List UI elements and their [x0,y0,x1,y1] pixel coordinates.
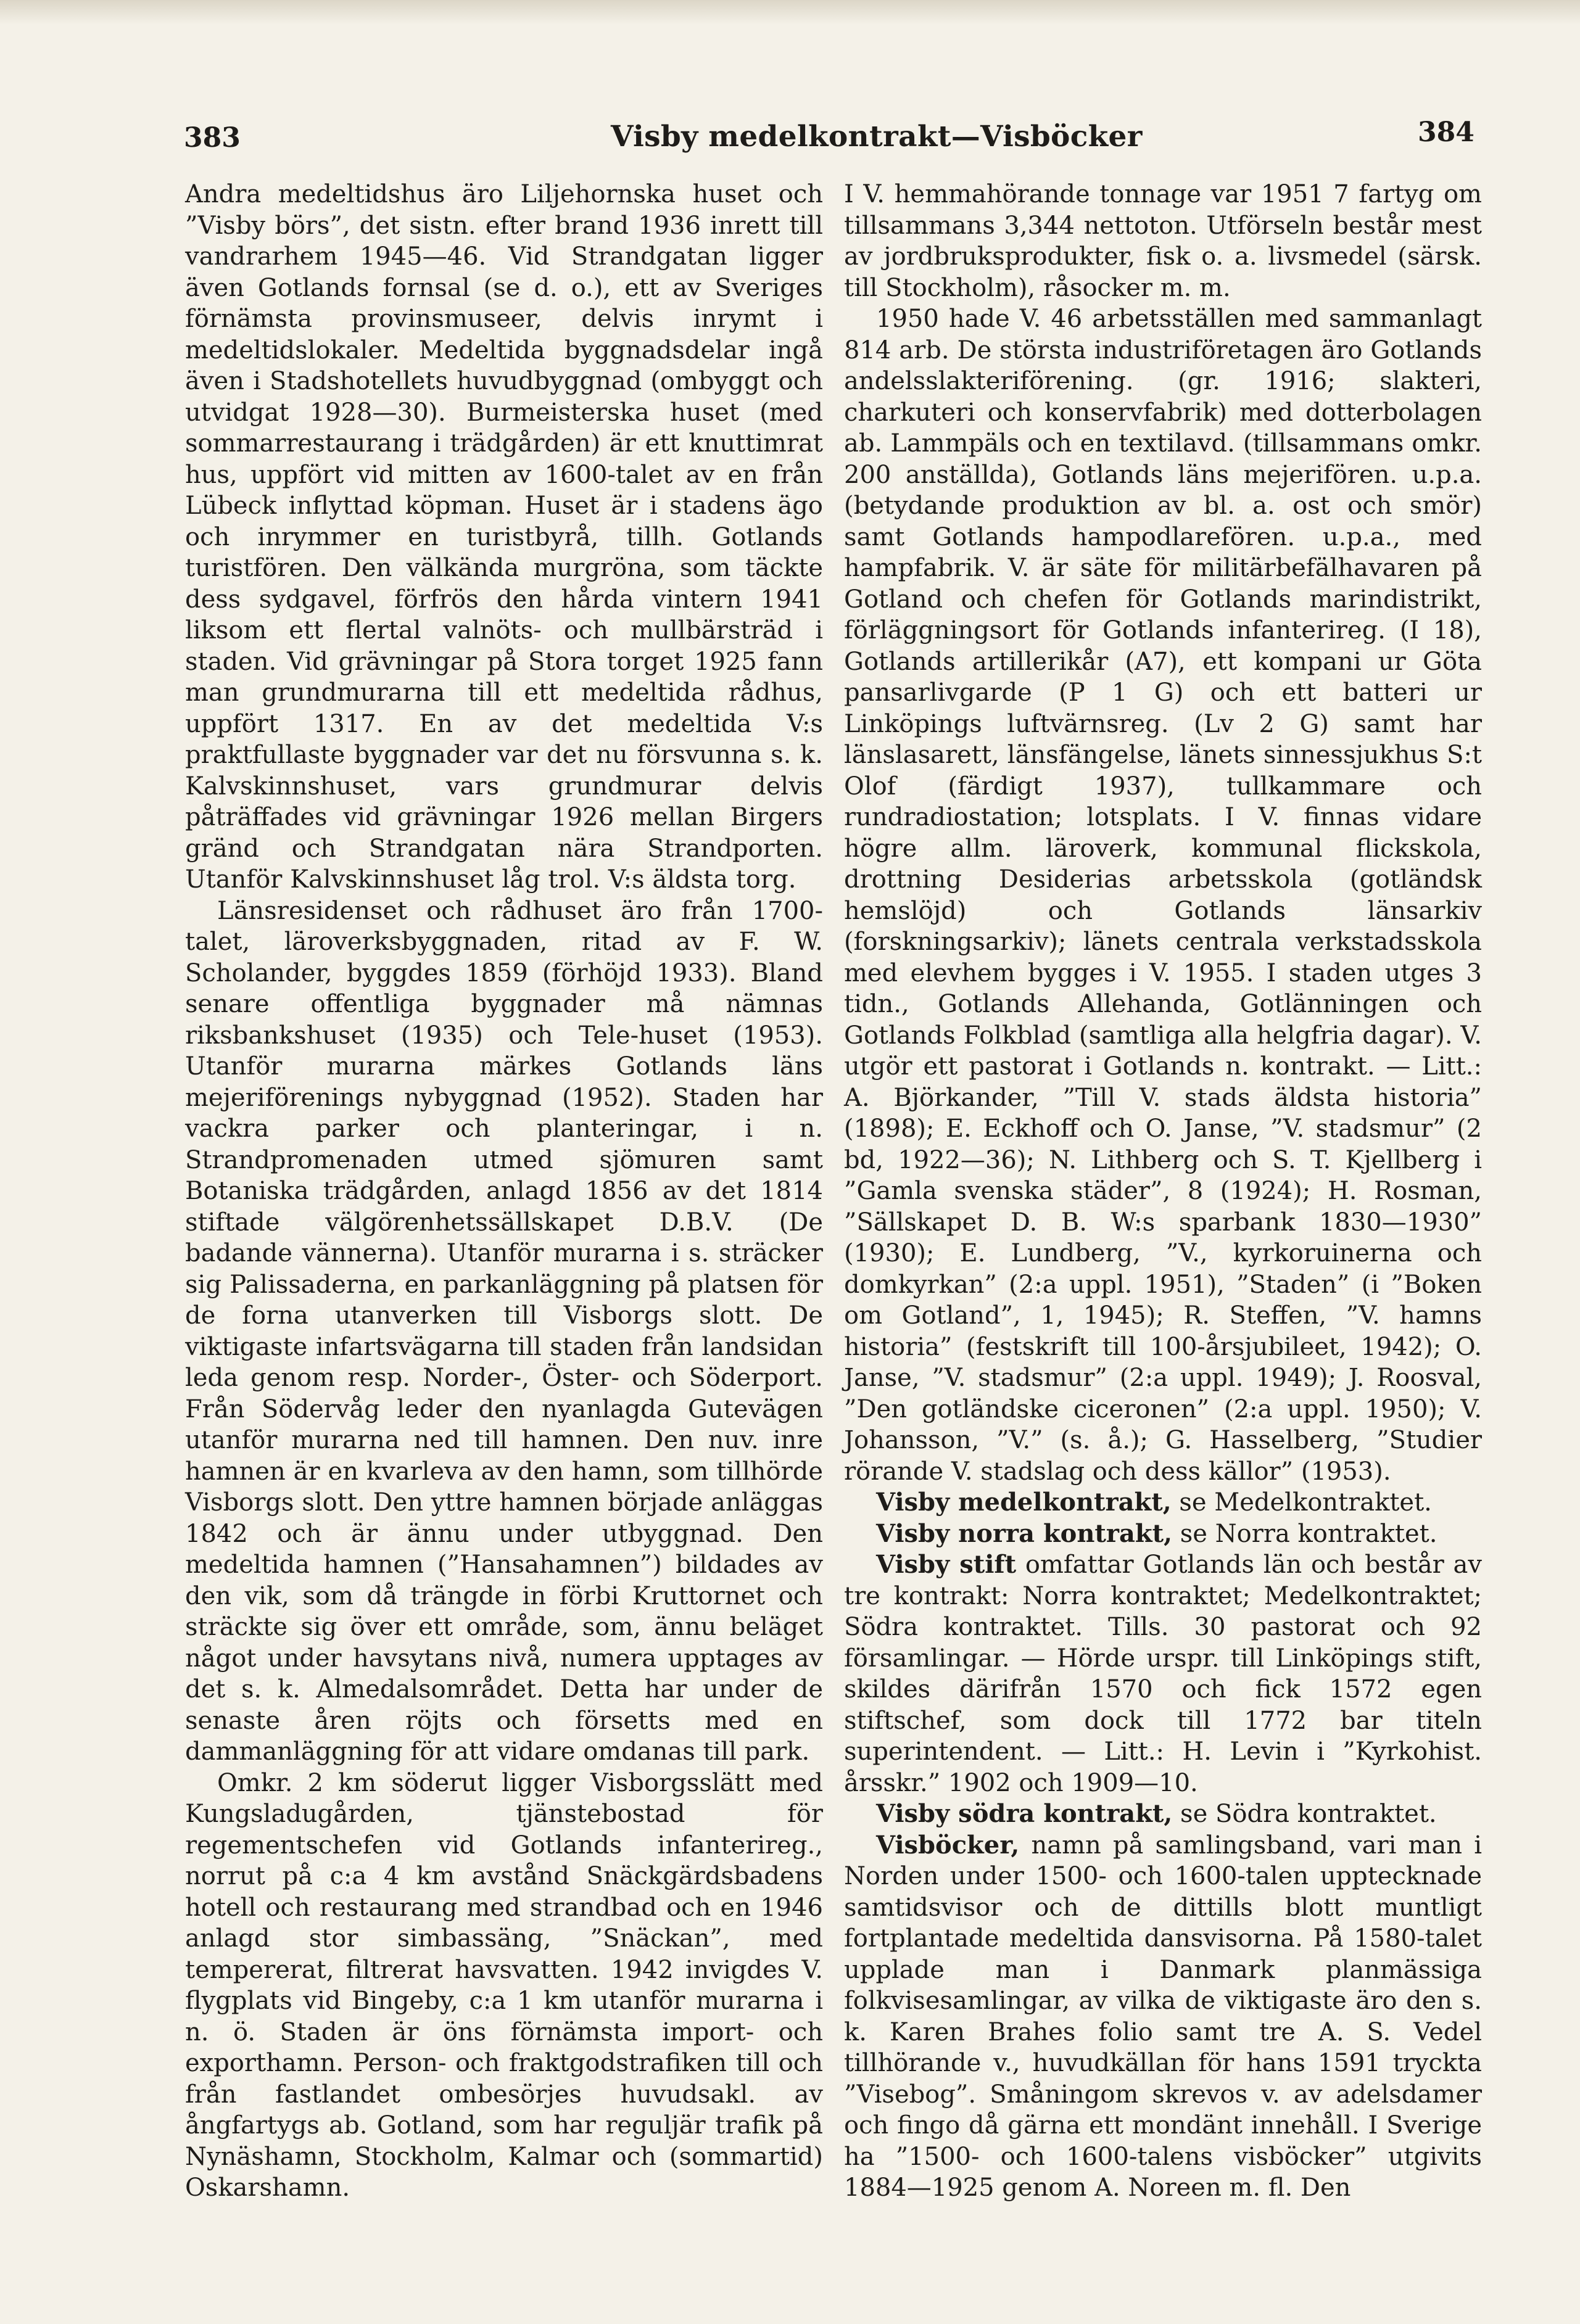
paragraph: Omkr. 2 km söderut ligger Visborgsslätt med Kungsladugården, tjänstebostad för regementschefen vid Gotlands infanterireg., norrut på c:a 4 km avstånd Snäckgärdsbadens hotell och restaurang med strandbad och en 1946 anlagd stor simbassäng, ”Snäckan”, med tempererat, filtrerat havsvatten. 1942 invigdes V. flygplats vid Bingeby, c:a 1 km utanför murarna i n. ö. Staden är öns förnämsta import- och exporthamn. Person- och fraktgodstrafiken till och från fastlandet ombesörjes huvudsakl. av ångfartygs ab. Gotland, som har reguljär trafik på Nynäshamn, Stockholm, Kalmar och (sommartid) Oskarshamn. [185,1768,823,2202]
entry-visby-medelkontrakt [844,1487,1482,1518]
entry-text: namn på samlingsband, vari man i Norden under 1500- och 1600-talen upptecknade samtidsvisor och de dittills blott muntligt fortplantade medeltida dansvisorna. På 1580-talet upplade man i Danmark planmässiga folkvisesamlingar, av vilka de viktigaste äro den s. k. Karen Brahes folio samt tre A. S. Vedel tillhörande v., huvudkällan för hans 1591 tryckta ”Visebog”. Småningom skrevos v. av adelsdamer och fingo då gärna ett mondänt innehåll. I Sverige ha ”1500- och 1600-talens visböcker” utgivits 1884—1925 genom A. Noreen m. fl. Den [844,1831,1482,2202]
page-number-left: 383 [184,122,241,154]
entry-visbocker [844,1830,1482,2204]
entry-text: omfattar Gotlands län och består av tre kontrakt: Norra kontraktet; Medelkontraktet; Södra kontraktet. Tills. 30 pastorat och 92 församlingar. — Hörde urspr. till Linköpings stift, skildes därifrån 1570 och fick 1572 egen stiftschef, som dock till 1772 bar titeln superintendent. — Litt.: H. Levin i ”Kyrkohist. årsskr.” 1902 och 1909—10. [844,1551,1483,1797]
entry-visby-sodra-kontrakt [844,1799,1482,1830]
entry-headword: Visby södra kontrakt, [876,1799,1173,1828]
entry-headword: Visby stift [876,1550,1017,1579]
entry-headword: Visby norra kontrakt, [876,1518,1172,1548]
entry-visby-norra-kontrakt [844,1518,1482,1550]
right-column [844,179,1482,2204]
paragraph: Andra medeltidshus äro Liljehornska huset och ”Visby börs”, det sistn. efter brand 1936 inrett till vandrarhem 1945—46. Vid Strandgatan ligger även Gotlands fornsal (se d. o.), ett av Sveriges förnämsta provinsmuseer, delvis inrymt i medeltidslokaler. Medeltida byggnadsdelar ingå även i Stadshotellets huvudbyggnad (ombyggt och utvidgat 1928—30). Burmeisterska huset (med sommarrestaurang i trädgården) är ett knuttimrat hus, uppfört vid mitten av 1600-talet av en från Lübeck inflyttad köpman. Huset är i stadens ägo och inrymmer en turistbyrå, tillh. Gotlands turistfören. Den välkända murgröna, som täckte dess sydgavel, förfrös den hårda vintern 1941 liksom ett flertal valnöts- och mullbärsträd i staden. Vid grävningar på Stora torget 1925 fann man grundmurarna till ett medeltida rådhus, uppfört 1317. En av det medeltida V:s praktfullaste byggnader var det nu försvunna s. k. Kalvskinnshuset, vars grundmurar delvis påträffades vid grävningar 1926 mellan Birgers gränd och Strandgatan nära Strandporten. Utanför Kalvskinnshuset låg trol. V:s äldsta torg. [185,180,823,894]
left-column [185,179,823,2204]
entry-text: se Medelkontraktet. [1171,1488,1432,1517]
page-number-right: 384 [1418,117,1475,148]
paragraph: I V. hemmahörande tonnage var 1951 7 fartyg om tillsammans 3,344 nettoton. Utförseln består mest av jordbruksprodukter, fisk o. a. livsmedel (särsk. till Stockholm), råsocker m. m. [844,180,1482,302]
paragraph: 1950 hade V. 46 arbetsställen med sammanlagt 814 arb. De största industriföretagen äro Gotlands andelsslakteriförening. (gr. 1916; slakteri, charkuteri och konservfabrik) med dotterbolagen ab. Lammpäls och en textilavd. (tillsammans omkr. 200 anställda), Gotlands läns mejerifören. u.p.a. (betydande produktion av bl. a. ost och smör) samt Gotlands hampodlarefören. u.p.a., med hampfabrik. V. är säte för militärbefälhavaren på Gotland och chefen för Gotlands marindistrikt, förläggningsort för Gotlands infanterireg. (I 18), Gotlands artillerikår (A7), ett kompani ur Göta pansarlivgarde (P 1 G) och ett batteri ur Linköpings luftvärnsreg. (Lv 2 G) samt har länslasarett, länsfängelse, länets sinnessjukhus S:t Olof (färdigt 1937), tullkammare och rundradiostation; lotsplats. I V. finnas vidare högre allm. läroverk, kommunal flickskola, drottning Desiderias arbetsskola (gotländsk hemslöjd) och Gotlands länsarkiv (forskningsarkiv); länets centrala verkstadsskola med elevhem bygges i V. 1955. I staden utges 3 tidn., Gotlands Allehanda, Gotlänningen och Gotlands Folkblad (samtliga alla helgfria dagar). V. utgör ett pastorat i Gotlands n. kontrakt. — Litt.: A. Björkander, ”Till V. stads äldsta historia” (1898); E. Eckhoff och O. Janse, ”V. stadsmur” (2 bd, 1922—36); N. Lithberg och S. T. Kjellberg i ”Gamla svenska städer”, 8 (1924); H. Rosman, ”Sällskapet D. B. W:s sparbank 1830—1930” (1930); E. Lundberg, ”V., kyrkoruinerna och domkyrkan” (2:a uppl. 1951), ”Staden” (i ”Boken om Gotland”, 1, 1945); R. Steffen, ”V. hamns historia” (festskrift till 100-årsjubileet, 1942); O. Janse, ”V. stadsmur” (2:a uppl. 1949); J. Roosval, ”Den gotländske ciceronen” (2:a uppl. 1950); V. Johansson, ”V.” (s. å.); G. Hasselberg, ”Studier rörande V. stadslag och dess källor” (1953). [844,305,1482,1486]
running-head: Visby medelkontrakt—Visböcker [611,120,1143,154]
page-header [0,0,1580,185]
entry-headword: Visböcker, [876,1830,1020,1860]
entry-visby-stift [844,1549,1482,1799]
paragraph: Länsresidenset och rådhuset äro från 1700-talet, läroverksbyggnaden, ritad av F. W. Scholander, byggdes 1859 (förhöjd 1933). Bland senare offentliga byggnader må nämnas riksbankshuset (1935) och Tele-huset (1953). Utanför murarna märkes Gotlands läns mejeriförenings nybyggnad (1952). Staden har vackra parker och planteringar, i n. Strandpromenaden utmed sjömuren samt Botaniska trädgården, anlagd 1856 av det 1814 stiftade välgörenhetssällskapet D.B.V. (De badande vännerna). Utanför murarna i s. sträcker sig Palissaderna, en parkanläggning på platsen för de forna utanverken till Visborgs slott. De viktigaste infartsvägarna till staden från landsidan leda genom resp. Norder-, Öster- och Söderport. Från Södervåg leder den nyanlagda Gutevägen utanför murarna ned till hamnen. Den nuv. inre hamnen är en kvarleva av den hamn, som tillhörde Visborgs slott. Den yttre hamnen började anläggas 1842 och är ännu under utbyggnad. Den medeltida hamnen (”Hansahamnen”) bildades av den vik, som då trängde in förbi Kruttornet och sträckte sig över ett område, som, ännu beläget något under havsytans nivå, numera upptages av det s. k. Almedalsområdet. Detta har under de senaste åren röjts och försetts med en dammanläggning för att vidare omdanas till park. [185,896,823,1766]
entry-text: se Norra kontraktet. [1172,1519,1437,1548]
entry-headword: Visby medelkontrakt, [876,1488,1172,1517]
entry-text: se Södra kontraktet. [1172,1800,1437,1828]
